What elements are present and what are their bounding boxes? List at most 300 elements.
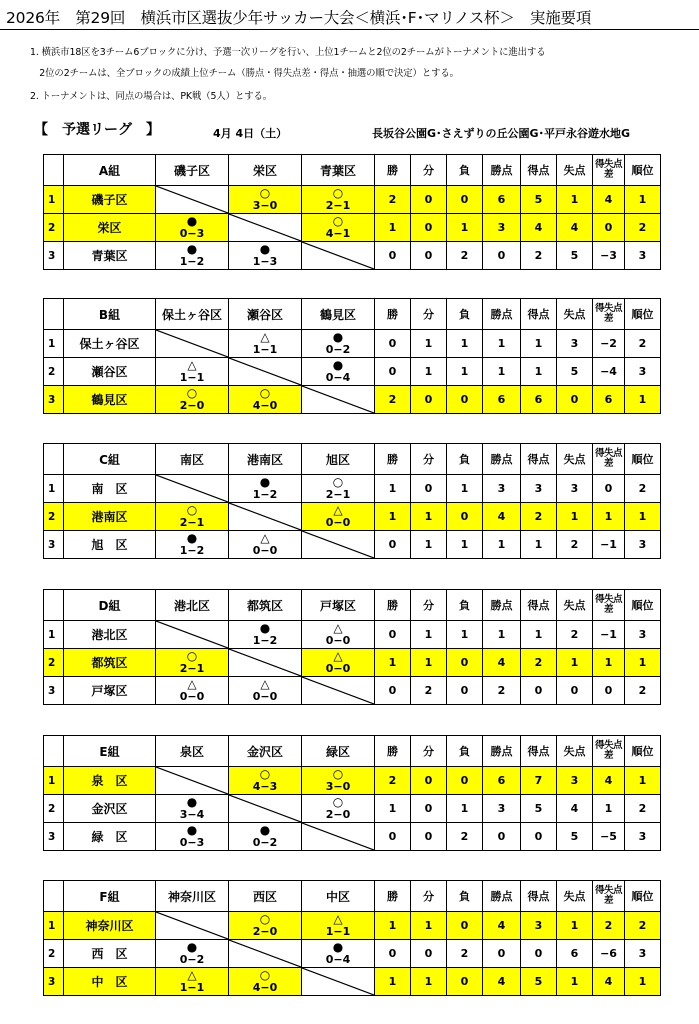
header-stat: 勝 <box>375 444 411 475</box>
result-mark-icon: △ <box>260 330 270 344</box>
stat-value: 0 <box>447 677 483 705</box>
match-result <box>302 186 375 214</box>
group-table <box>43 589 661 705</box>
group-header-row <box>44 590 661 621</box>
match-score: 0−2 <box>325 343 351 356</box>
stat-value: −6 <box>593 940 625 968</box>
team-name: 鶴見区 <box>64 386 156 414</box>
team-seed: 1 <box>44 186 64 214</box>
stat-value: 1 <box>625 968 661 996</box>
result-mark-icon: △ <box>260 531 270 545</box>
group-header-row <box>44 444 661 475</box>
stat-value: 1 <box>625 503 661 531</box>
team-name: 都筑区 <box>64 649 156 677</box>
group-table <box>43 880 661 996</box>
group-table <box>43 154 661 270</box>
header-team: 金沢区 <box>229 736 302 767</box>
match-score: 0−3 <box>179 227 205 240</box>
stat-value: 0 <box>483 242 521 270</box>
match-result <box>302 767 375 795</box>
team-seed: 2 <box>44 503 64 531</box>
header-stat: 得点 <box>521 881 557 912</box>
stat-value: 1 <box>411 330 447 358</box>
match-result <box>229 677 302 705</box>
stat-value: −1 <box>593 531 625 559</box>
stat-value: 6 <box>483 767 521 795</box>
match-score: 0−2 <box>252 836 278 849</box>
stat-value: 3 <box>557 330 593 358</box>
group-name: E組 <box>64 736 156 767</box>
stat-value: 0 <box>521 940 557 968</box>
match-score: 3−4 <box>179 808 205 821</box>
result-mark-icon: ○ <box>186 386 198 400</box>
stat-value: 1 <box>375 968 411 996</box>
stat-value: 0 <box>447 912 483 940</box>
diagonal-line <box>302 968 374 995</box>
match-result <box>156 386 229 414</box>
stat-value: 1 <box>375 475 411 503</box>
match-result <box>229 475 302 503</box>
header-stat: 失点 <box>557 590 593 621</box>
self-match-cell <box>302 677 375 705</box>
team-row <box>44 621 661 649</box>
stat-value: 0 <box>411 186 447 214</box>
team-seed: 1 <box>44 767 64 795</box>
stat-value: 3 <box>557 475 593 503</box>
stat-value: 1 <box>483 621 521 649</box>
match-result <box>156 214 229 242</box>
self-match-cell <box>156 186 229 214</box>
match-score: 2−1 <box>179 516 205 529</box>
header-team: 保土ヶ谷区 <box>156 299 229 330</box>
result-mark-icon: ● <box>186 242 198 256</box>
match-score: 0−0 <box>325 662 351 675</box>
stat-value: 4 <box>557 795 593 823</box>
team-row <box>44 242 661 270</box>
header-team: 栄区 <box>229 155 302 186</box>
result-mark-icon: ○ <box>259 912 271 926</box>
match-score: 2−0 <box>179 399 205 412</box>
stat-value: 2 <box>521 649 557 677</box>
diagonal-line <box>229 649 301 676</box>
group-table <box>43 298 661 414</box>
stat-value: 0 <box>483 940 521 968</box>
header-stat: 負 <box>447 155 483 186</box>
stat-value: 3 <box>521 912 557 940</box>
team-seed: 1 <box>44 621 64 649</box>
stat-value: 0 <box>447 186 483 214</box>
group-table <box>43 443 661 559</box>
self-match-cell <box>229 940 302 968</box>
group-name: C組 <box>64 444 156 475</box>
header-stat: 負 <box>447 590 483 621</box>
match-result <box>156 968 229 996</box>
stat-value: 2 <box>625 677 661 705</box>
result-mark-icon: ● <box>186 214 198 228</box>
stat-value: 2 <box>625 330 661 358</box>
stat-value: 0 <box>411 940 447 968</box>
team-name: 栄区 <box>64 214 156 242</box>
stat-value: 4 <box>483 912 521 940</box>
stat-value: 1 <box>447 475 483 503</box>
header-stat: 分 <box>411 881 447 912</box>
team-row <box>44 531 661 559</box>
team-name: 中 区 <box>64 968 156 996</box>
stat-value: 0 <box>593 677 625 705</box>
stat-value: 5 <box>521 186 557 214</box>
stat-value: 5 <box>521 795 557 823</box>
self-match-cell <box>156 475 229 503</box>
header-blank <box>44 736 64 767</box>
header-stat: 分 <box>411 444 447 475</box>
header-stat: 勝点 <box>483 299 521 330</box>
stat-value: 0 <box>411 823 447 851</box>
result-mark-icon: ● <box>186 940 198 954</box>
group-name: D組 <box>64 590 156 621</box>
stat-value: 0 <box>375 621 411 649</box>
stat-value: 5 <box>557 242 593 270</box>
stat-value: 1 <box>557 649 593 677</box>
match-result <box>229 621 302 649</box>
stat-value: 5 <box>521 968 557 996</box>
stat-value: 4 <box>521 214 557 242</box>
match-result <box>156 503 229 531</box>
match-score: 1−2 <box>179 544 205 557</box>
result-mark-icon: ○ <box>332 475 344 489</box>
stat-value: −4 <box>593 358 625 386</box>
match-result <box>229 186 302 214</box>
team-seed: 1 <box>44 912 64 940</box>
stat-value: 0 <box>411 475 447 503</box>
stat-value: 1 <box>521 330 557 358</box>
match-date: 4月 4日（土） <box>213 127 288 140</box>
diagonal-line <box>302 386 374 413</box>
header-team: 港北区 <box>156 590 229 621</box>
match-result <box>229 242 302 270</box>
header-stat: 分 <box>411 590 447 621</box>
match-score: 1−3 <box>252 255 278 268</box>
stat-value: 0 <box>411 242 447 270</box>
stat-value: 1 <box>483 330 521 358</box>
stat-value: 4 <box>483 968 521 996</box>
header-stat: 得点 <box>521 444 557 475</box>
stat-value: 3 <box>483 795 521 823</box>
stat-value: 2 <box>557 531 593 559</box>
header-team: 旭区 <box>302 444 375 475</box>
match-result <box>156 531 229 559</box>
stat-value: 0 <box>557 677 593 705</box>
header-stat: 分 <box>411 736 447 767</box>
stat-value: 1 <box>411 912 447 940</box>
stat-value: 2 <box>521 503 557 531</box>
stat-value: 2 <box>375 767 411 795</box>
stat-value: 0 <box>557 386 593 414</box>
header-team: 南区 <box>156 444 229 475</box>
team-row <box>44 358 661 386</box>
header-stat: 失点 <box>557 736 593 767</box>
stat-value: 2 <box>447 823 483 851</box>
result-mark-icon: ● <box>332 330 344 344</box>
diagonal-line <box>156 912 228 939</box>
match-score: 0−0 <box>179 690 205 703</box>
header-team: 泉区 <box>156 736 229 767</box>
team-seed: 3 <box>44 242 64 270</box>
match-score: 2−0 <box>252 925 278 938</box>
diagonal-line <box>302 677 374 704</box>
match-score: 1−2 <box>179 255 205 268</box>
stat-value: 1 <box>375 912 411 940</box>
header-stat: 得失点差 <box>593 736 625 767</box>
stat-value: 0 <box>593 214 625 242</box>
header-stat: 負 <box>447 881 483 912</box>
stat-value: 1 <box>483 358 521 386</box>
header-team: 鶴見区 <box>302 299 375 330</box>
stat-value: 6 <box>521 386 557 414</box>
self-match-cell <box>229 214 302 242</box>
team-row <box>44 823 661 851</box>
header-stat: 勝 <box>375 590 411 621</box>
stat-value: 2 <box>593 912 625 940</box>
match-score: 2−1 <box>179 662 205 675</box>
header-blank <box>44 881 64 912</box>
stat-value: 1 <box>593 649 625 677</box>
stat-value: −1 <box>593 621 625 649</box>
header-stat: 順位 <box>625 590 661 621</box>
header-team: 青葉区 <box>302 155 375 186</box>
match-score: 0−0 <box>325 516 351 529</box>
header-stat: 得点 <box>521 590 557 621</box>
result-mark-icon: ○ <box>259 767 271 781</box>
result-mark-icon: ● <box>259 242 271 256</box>
stat-value: 1 <box>447 531 483 559</box>
stat-value: 1 <box>557 186 593 214</box>
result-mark-icon: ○ <box>332 767 344 781</box>
header-stat: 勝 <box>375 155 411 186</box>
team-seed: 3 <box>44 531 64 559</box>
result-mark-icon: ○ <box>332 214 344 228</box>
self-match-cell <box>156 767 229 795</box>
note-line-1: 1. 横浜市18区を3チーム6ブロックに分け、予選一次リーグを行い、上位1チームと2位の2チームがトーナメントに進出する <box>30 47 546 58</box>
team-seed: 2 <box>44 795 64 823</box>
result-mark-icon: ○ <box>259 968 271 982</box>
stat-value: 0 <box>375 677 411 705</box>
stat-value: 1 <box>411 968 447 996</box>
team-seed: 2 <box>44 649 64 677</box>
group-header-row <box>44 736 661 767</box>
stat-value: 0 <box>447 968 483 996</box>
team-name: 青葉区 <box>64 242 156 270</box>
self-match-cell <box>156 330 229 358</box>
stat-value: 1 <box>447 795 483 823</box>
header-stat: 勝 <box>375 299 411 330</box>
header-stat: 得点 <box>521 299 557 330</box>
match-result <box>302 912 375 940</box>
team-seed: 3 <box>44 823 64 851</box>
match-score: 1−2 <box>252 634 278 647</box>
match-score: 4−0 <box>252 399 278 412</box>
team-seed: 2 <box>44 214 64 242</box>
header-stat: 得点 <box>521 736 557 767</box>
diagonal-line <box>302 823 374 850</box>
team-row <box>44 386 661 414</box>
match-score: 2−1 <box>325 488 351 501</box>
stat-value: 2 <box>375 186 411 214</box>
header-team: 戸塚区 <box>302 590 375 621</box>
stat-value: 1 <box>521 621 557 649</box>
match-result <box>302 330 375 358</box>
stat-value: 3 <box>625 823 661 851</box>
result-mark-icon: △ <box>333 649 343 663</box>
self-match-cell <box>229 358 302 386</box>
stat-value: 1 <box>411 358 447 386</box>
header-stat: 順位 <box>625 155 661 186</box>
header-stat: 失点 <box>557 155 593 186</box>
team-row <box>44 940 661 968</box>
stat-value: 2 <box>625 795 661 823</box>
header-stat: 順位 <box>625 444 661 475</box>
stat-value: 6 <box>483 186 521 214</box>
result-mark-icon: ● <box>186 531 198 545</box>
header-stat: 分 <box>411 155 447 186</box>
match-score: 2−0 <box>325 808 351 821</box>
header-stat: 負 <box>447 736 483 767</box>
header-stat: 勝点 <box>483 444 521 475</box>
self-match-cell <box>229 649 302 677</box>
header-blank <box>44 590 64 621</box>
result-mark-icon: ○ <box>259 386 271 400</box>
header-stat: 勝点 <box>483 590 521 621</box>
header-stat: 分 <box>411 299 447 330</box>
team-name: 保土ヶ谷区 <box>64 330 156 358</box>
stat-value: 6 <box>483 386 521 414</box>
stat-value: 4 <box>593 767 625 795</box>
header-stat: 勝点 <box>483 881 521 912</box>
team-name: 西 区 <box>64 940 156 968</box>
result-mark-icon: △ <box>333 503 343 517</box>
result-mark-icon: ● <box>259 823 271 837</box>
header-stat: 得失点差 <box>593 299 625 330</box>
stat-value: 0 <box>375 940 411 968</box>
stat-value: 2 <box>625 912 661 940</box>
stat-value: 3 <box>625 940 661 968</box>
stat-value: 1 <box>625 386 661 414</box>
diagonal-line <box>229 795 301 822</box>
stat-value: 0 <box>447 767 483 795</box>
stat-value: 1 <box>375 503 411 531</box>
stat-value: 3 <box>483 475 521 503</box>
stat-value: 2 <box>557 621 593 649</box>
stat-value: 0 <box>447 386 483 414</box>
stat-value: 1 <box>625 186 661 214</box>
team-row <box>44 330 661 358</box>
result-mark-icon: △ <box>187 358 197 372</box>
diagonal-line <box>229 358 301 385</box>
result-mark-icon: ● <box>186 795 198 809</box>
match-result <box>229 823 302 851</box>
team-row <box>44 968 661 996</box>
stat-value: 4 <box>483 503 521 531</box>
header-stat: 勝 <box>375 736 411 767</box>
stat-value: 1 <box>411 621 447 649</box>
match-result <box>156 242 229 270</box>
stat-value: 0 <box>521 677 557 705</box>
title-underline <box>0 29 699 30</box>
team-row <box>44 767 661 795</box>
match-result <box>229 386 302 414</box>
match-result <box>302 214 375 242</box>
result-mark-icon: △ <box>260 677 270 691</box>
stat-value: 1 <box>557 912 593 940</box>
team-name: 旭 区 <box>64 531 156 559</box>
match-score: 0−2 <box>179 953 205 966</box>
stat-value: 1 <box>593 795 625 823</box>
group-name: F組 <box>64 881 156 912</box>
header-team: 神奈川区 <box>156 881 229 912</box>
note-line-2: 2位の2チームは、全ブロックの成績上位チーム（勝点・得失点差・得点・抽選の順で決定）とする。 <box>30 68 459 79</box>
note-line-3: 2. トーナメントは、同点の場合は、PK戦（5人）とする。 <box>30 91 273 102</box>
result-mark-icon: △ <box>187 968 197 982</box>
header-team: 磯子区 <box>156 155 229 186</box>
self-match-cell <box>302 823 375 851</box>
stat-value: 0 <box>375 531 411 559</box>
match-result <box>156 677 229 705</box>
header-team: 中区 <box>302 881 375 912</box>
section-title: 【 予選リーグ 】 <box>34 122 160 138</box>
team-seed: 2 <box>44 940 64 968</box>
stat-value: 2 <box>625 214 661 242</box>
stat-value: 3 <box>625 531 661 559</box>
result-mark-icon: ○ <box>186 649 198 663</box>
result-mark-icon: ● <box>186 823 198 837</box>
stat-value: 6 <box>593 386 625 414</box>
match-result <box>156 823 229 851</box>
group-name: B組 <box>64 299 156 330</box>
match-result <box>302 475 375 503</box>
header-stat: 得点 <box>521 155 557 186</box>
header-team: 西区 <box>229 881 302 912</box>
group-name: A組 <box>64 155 156 186</box>
header-blank <box>44 155 64 186</box>
stat-value: 1 <box>411 503 447 531</box>
stat-value: 7 <box>521 767 557 795</box>
stat-value: 2 <box>447 242 483 270</box>
self-match-cell <box>302 242 375 270</box>
result-mark-icon: ○ <box>186 503 198 517</box>
match-score: 0−0 <box>325 634 351 647</box>
stat-value: 1 <box>447 214 483 242</box>
header-stat: 負 <box>447 444 483 475</box>
stat-value: 0 <box>447 649 483 677</box>
stat-value: 0 <box>411 214 447 242</box>
result-mark-icon: ● <box>259 475 271 489</box>
stat-value: 4 <box>483 649 521 677</box>
stat-value: 1 <box>447 358 483 386</box>
match-result <box>229 912 302 940</box>
header-stat: 得失点差 <box>593 590 625 621</box>
team-row <box>44 795 661 823</box>
result-mark-icon: ● <box>259 621 271 635</box>
match-score: 1−1 <box>179 981 205 994</box>
stat-value: 0 <box>593 475 625 503</box>
team-name: 泉 区 <box>64 767 156 795</box>
stat-value: 5 <box>557 823 593 851</box>
result-mark-icon: △ <box>333 912 343 926</box>
result-mark-icon: △ <box>333 621 343 635</box>
self-match-cell <box>302 531 375 559</box>
match-result <box>302 503 375 531</box>
group-header-row <box>44 155 661 186</box>
match-result <box>156 940 229 968</box>
